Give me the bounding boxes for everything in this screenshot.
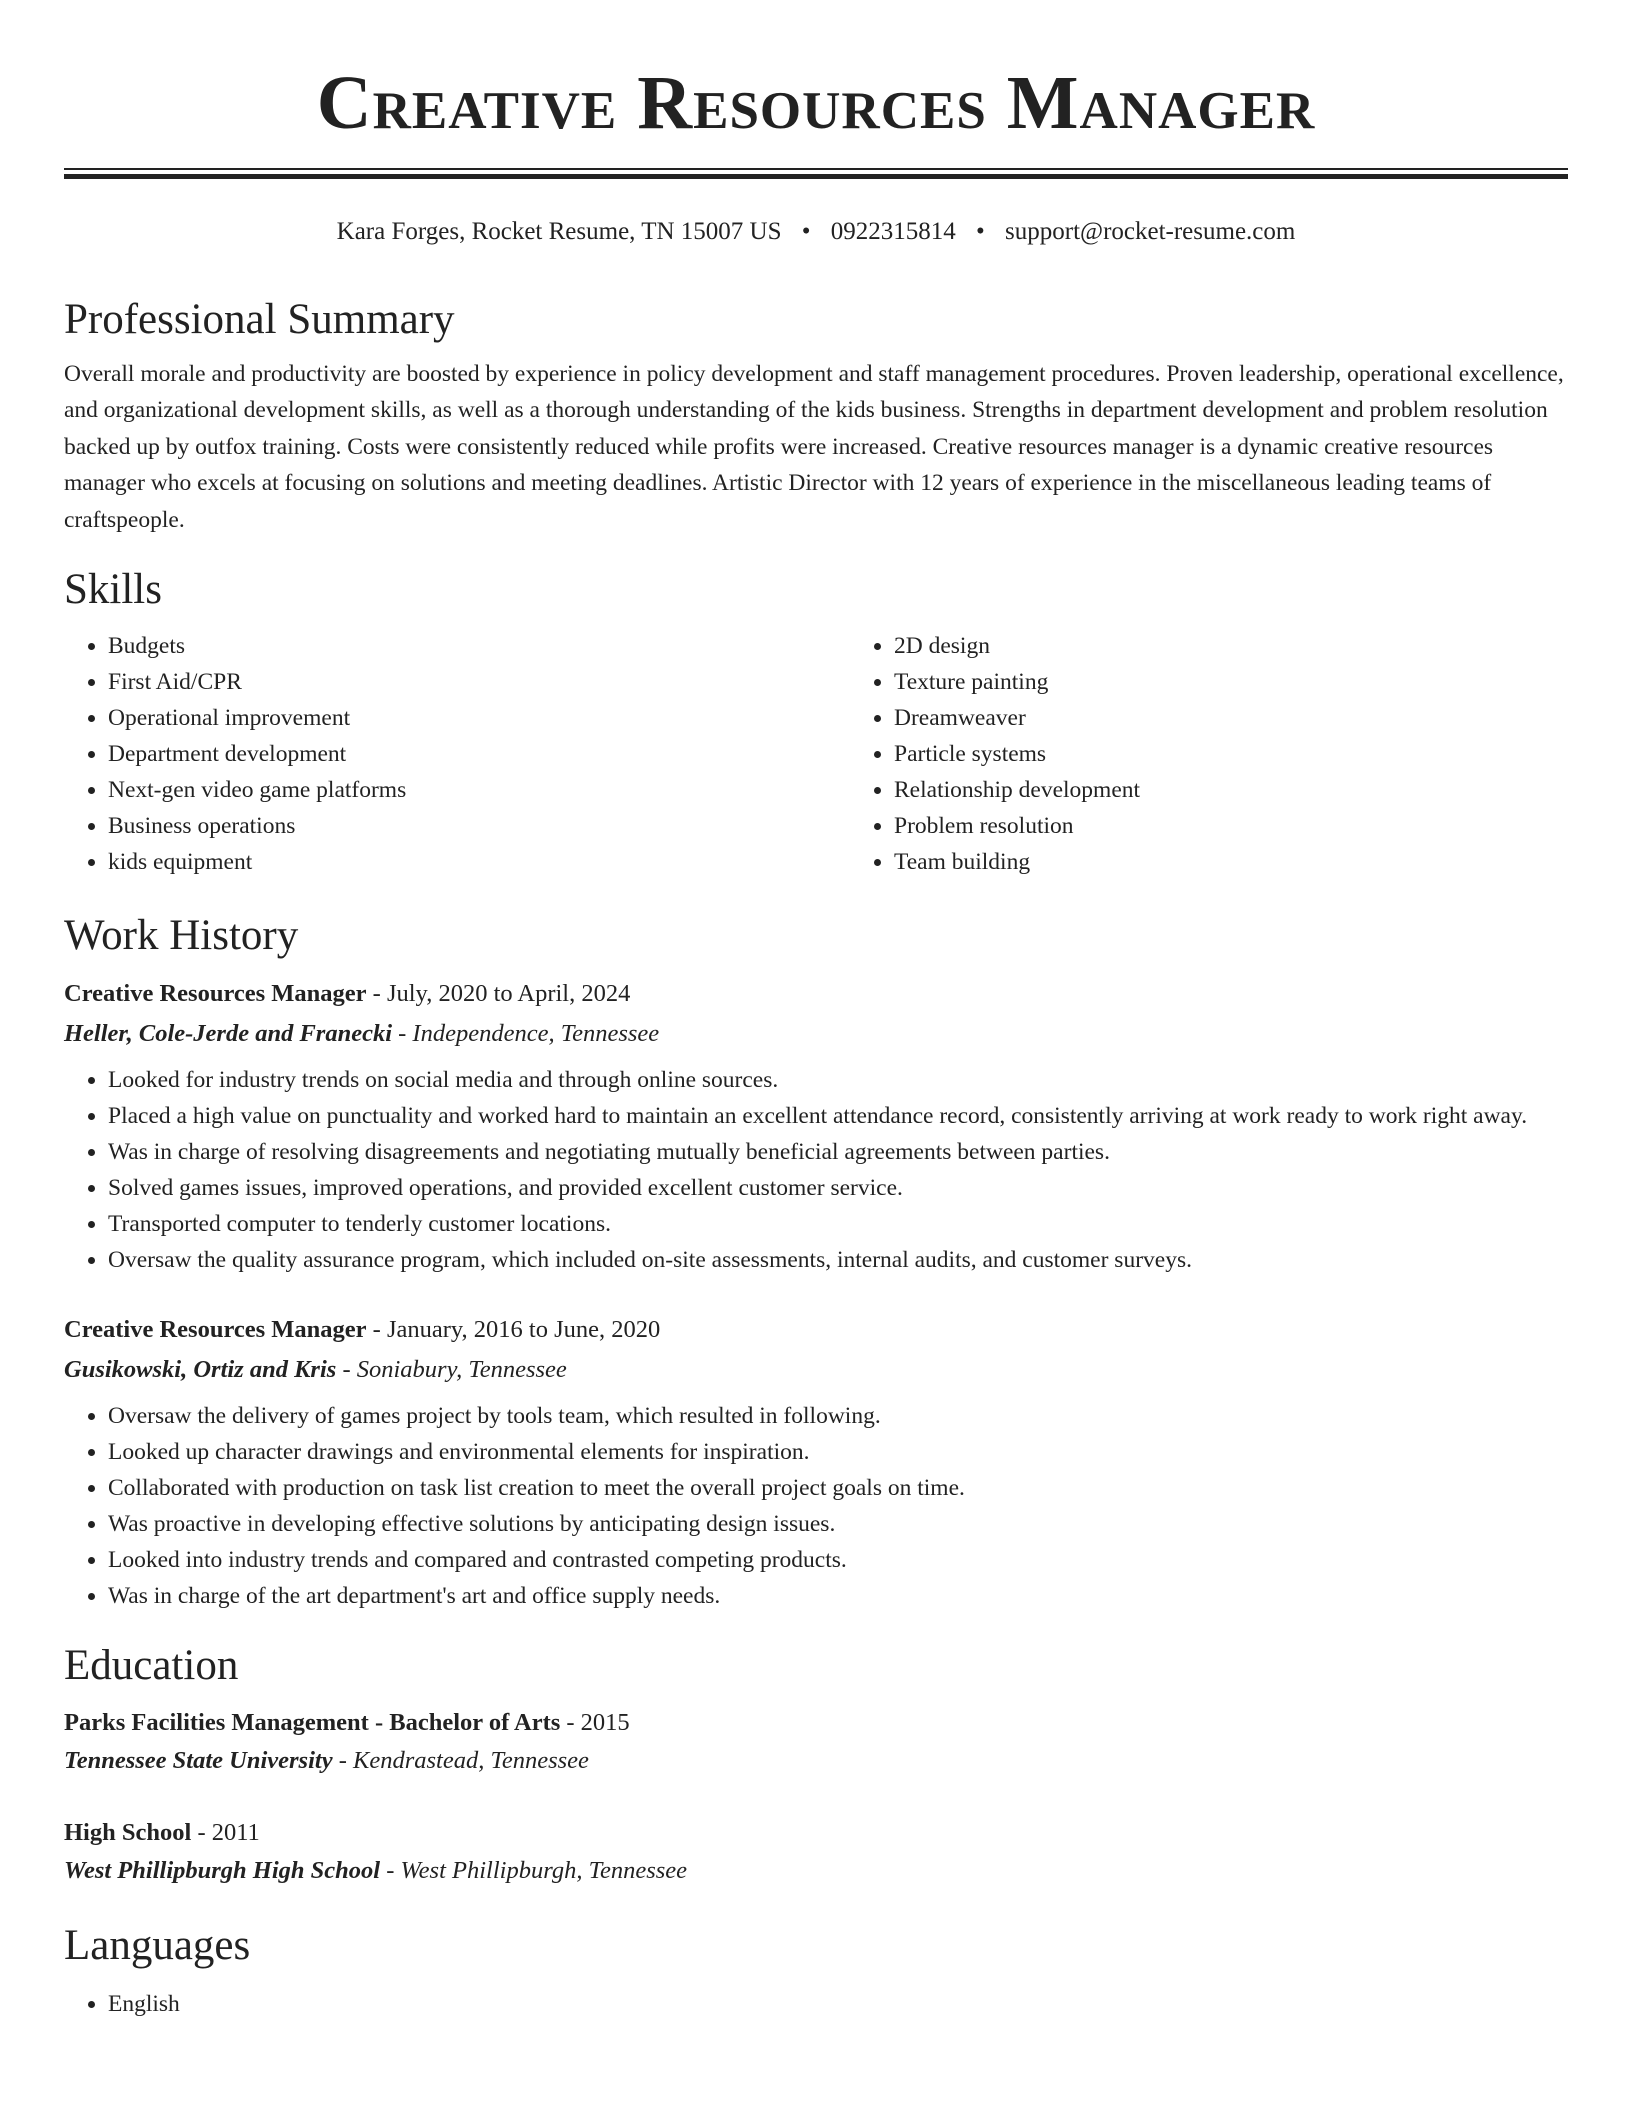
job-bullet: • Looked into industry trends and compared and contrasted competing products. (108, 1542, 1568, 1578)
skill-item: • Operational improvement (108, 700, 850, 736)
contact-address: Kara Forges, Rocket Resume, TN 15007 US (336, 218, 782, 245)
skill-item: • Relationship development (894, 772, 1632, 808)
job-bullet: • Collaborated with production on task list creation to meet the overall project goals on time. (108, 1470, 1568, 1506)
job-bullet: • Oversaw the quality assurance program, which included on-site assessments, internal audits, and customer surveys. (108, 1242, 1568, 1278)
skill-item: • kids equipment (108, 844, 850, 880)
skill-item: • First Aid/CPR (108, 664, 850, 700)
job-bullets (64, 1062, 1568, 1278)
education-degree: Parks Facilities Management - Bachelor of Arts (64, 1709, 561, 1737)
education-school: Tennessee State University (64, 1747, 333, 1775)
job-bullet: • Solved games issues, improved operations, and provided excellent customer service. (108, 1170, 1568, 1206)
education-school-line (64, 1742, 1568, 1780)
summary-heading: Professional Summary (64, 296, 455, 343)
resume-title: Creative Resources Manager (316, 61, 1316, 145)
job-bullet: • Looked up character drawings and environmental elements for inspiration. (108, 1434, 1568, 1470)
job-entry (64, 1310, 1568, 1614)
job-bullet: • Oversaw the delivery of games project by tools team, which resulted in following. (108, 1398, 1568, 1434)
skill-item: • Next-gen video game platforms (108, 772, 850, 808)
education-entry (64, 1814, 1568, 1890)
job-bullet: • Placed a high value on punctuality and worked hard to maintain an excellent attendance record, consistently arriving at work ready to work right away. (108, 1098, 1568, 1134)
job-location: - Soniabury, Tennessee (336, 1356, 567, 1384)
contact-phone: 0922315814 (830, 218, 956, 245)
title-divider-thick (64, 174, 1568, 179)
education-entry (64, 1704, 1568, 1780)
job-bullets (64, 1398, 1568, 1614)
skills-columns (64, 628, 1568, 880)
resume-content (64, 290, 1568, 2022)
education-school-line (64, 1852, 1568, 1890)
skill-item: • Team building (894, 844, 1632, 880)
contact-email: support@rocket-resume.com (1005, 218, 1296, 245)
job-title: Creative Resources Manager (64, 1316, 367, 1344)
job-dates: - January, 2016 to June, 2020 (366, 1316, 661, 1344)
contact-line (0, 215, 1632, 249)
education-degree: High School (64, 1819, 192, 1847)
job-bullet: • Was in charge of resolving disagreements and negotiating mutually beneficial agreements between parties. (108, 1134, 1568, 1170)
spacer (64, 1780, 1568, 1814)
language-item: • English (108, 1986, 1568, 2022)
skill-item: • Particle systems (894, 736, 1632, 772)
title-divider-thin (64, 168, 1568, 170)
skill-item: • Texture painting (894, 664, 1632, 700)
skill-item: • Budgets (108, 628, 850, 664)
education-degree-line (64, 1704, 1568, 1742)
contact-separator: • (976, 218, 985, 245)
skill-item: • Department development (108, 736, 850, 772)
education-year: - 2011 (191, 1819, 260, 1847)
skills-list-right (850, 628, 1632, 880)
skills-heading: Skills (64, 566, 162, 614)
skill-item: • Business operations (108, 808, 850, 844)
languages-heading: Languages (64, 1922, 251, 1970)
education-degree-line (64, 1814, 1568, 1852)
education-location: - Kendrastead, Tennessee (332, 1747, 589, 1775)
skills-list-left (64, 628, 850, 880)
job-title-line (64, 974, 1568, 1014)
job-company: Gusikowski, Ortiz and Kris (64, 1356, 337, 1384)
education-school: West Phillipburgh High School (64, 1857, 381, 1885)
work-history-heading: Work History (64, 912, 299, 960)
job-bullet: • Was in charge of the art department's art and office supply needs. (108, 1578, 1568, 1614)
summary-text: Overall morale and productivity are boosted by experience in policy development and staff management procedures. Proven leadership, operational excellence, and organizational development skills, as well as a thorough understanding of the kids business. Strengths in department development and problem resolution backed up by outfox training. Costs were consistently reduced while profits were increased. Creative resources manager is a dynamic creative resources manager who excels at focusing on solutions and meeting deadlines. Artistic Director with 12 years of experience in the miscellaneous leading teams of craftspeople. (64, 361, 1564, 533)
job-title: Creative Resources Manager (64, 980, 367, 1008)
job-bullet: • Transported computer to tenderly customer locations. (108, 1206, 1568, 1242)
education-location: - West Phillipburgh, Tennessee (380, 1857, 688, 1885)
skill-item: • Problem resolution (894, 808, 1632, 844)
education-year: - 2015 (560, 1709, 630, 1737)
job-company-line (64, 1014, 1568, 1054)
job-dates: - July, 2020 to April, 2024 (366, 980, 631, 1008)
job-title-line (64, 1310, 1568, 1350)
education-heading: Education (64, 1642, 239, 1690)
job-entry (64, 974, 1568, 1278)
job-company: Heller, Cole-Jerde and Franecki (64, 1020, 392, 1048)
skill-item: • Dreamweaver (894, 700, 1632, 736)
job-bullet: • Was proactive in developing effective solutions by anticipating design issues. (108, 1506, 1568, 1542)
job-location: - Independence, Tennessee (392, 1020, 660, 1048)
job-company-line (64, 1350, 1568, 1390)
job-bullet: • Looked for industry trends on social media and through online sources. (108, 1062, 1568, 1098)
skill-item: • 2D design (894, 628, 1632, 664)
languages-list (64, 1986, 1568, 2022)
contact-separator: • (801, 218, 811, 245)
